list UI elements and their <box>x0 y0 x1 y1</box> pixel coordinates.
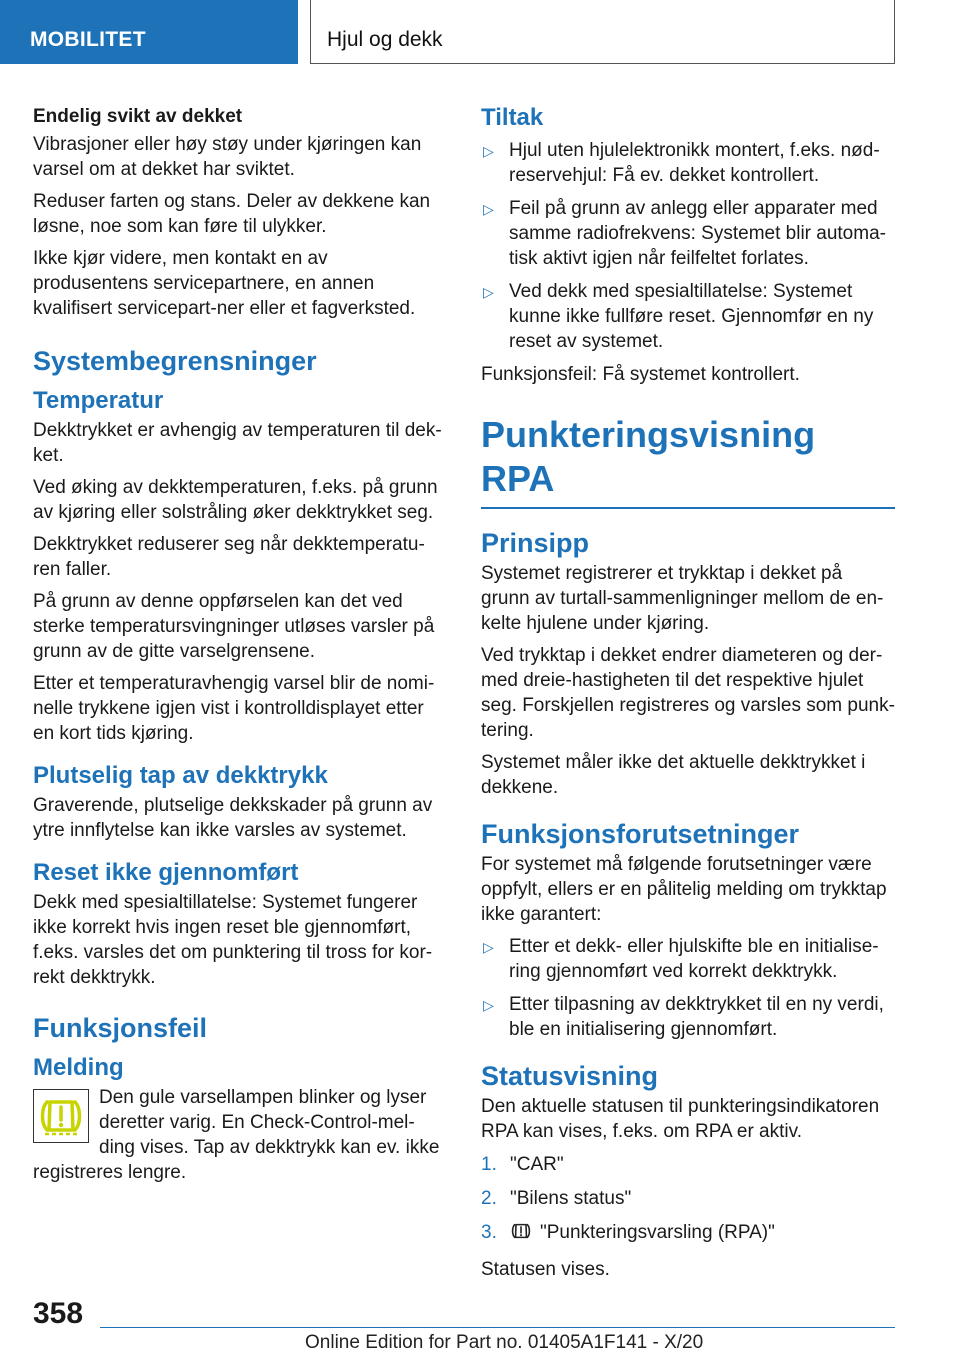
failure-heading: Endelig svikt av dekket <box>33 106 243 127</box>
left-column <box>33 104 447 1185</box>
tire-pressure-warning-icon <box>33 1089 89 1143</box>
paragraph: På grunn av denne oppførselen kan det ved sterke temperatursvingninger utløses varsler på grunn av de gitte varselgrensene. <box>33 591 435 662</box>
triangle-bullet-icon: ▷ <box>483 201 494 217</box>
paragraph: Dekk med spesialtillatelse: Systemet fungerer ikke korrekt hvis ingen reset ble gjennomført, f.eks. varsles det om punktering til tross for kor-rekt dekktrykk. <box>33 892 433 988</box>
list-item: 1. "CAR" <box>481 1154 564 1175</box>
paragraph: Systemet registrerer et trykktap i dekket på grunn av turtall-sammenligninger mellom de en-kelte hjulene under kjøring. <box>481 563 884 634</box>
paragraph: Statusen vises. <box>481 1259 610 1280</box>
malfunction-heading: Funksjonsfeil <box>33 1013 208 1043</box>
section-label: MOBILITET <box>30 28 146 51</box>
message-block <box>33 1085 447 1185</box>
paragraph: Graverende, plutselige dekkskader på grunn av ytre innflytelse kan ikke varsles av systemet. <box>33 795 433 841</box>
paragraph: For systemet må følgende forutsetninger være oppfylt, ellers er en pålitelig melding om trykktap ikke garantert: <box>481 854 887 925</box>
paragraph: Den aktuelle statusen til punkteringsindikatoren RPA kan vises, f.eks. om RPA er aktiv. <box>481 1096 880 1142</box>
list-item: ▷ Ved dekk med spesialtillatelse: Systemet kunne ikke fullføre reset. Gjennomfør en ny reset av systemet. <box>483 281 874 352</box>
triangle-bullet-icon: ▷ <box>483 284 494 300</box>
list-item: ▷ Feil på grunn av anlegg eller apparater med samme radiofrekvens: Systemet blir automa-tisk aktivt igjen når feilfeltet forlates. <box>483 198 886 269</box>
list-item: 3. "Punkteringsvarsling (RPA)" <box>481 1220 895 1248</box>
system-limits-heading: Systembegrensninger <box>33 346 317 376</box>
chapter-title: Hjul og dekk <box>327 28 443 51</box>
requirements-list <box>481 934 895 1042</box>
list-item: 2. "Bilens status" <box>481 1188 632 1209</box>
temperature-heading: Temperatur <box>33 387 164 414</box>
measures-heading: Tiltak <box>481 104 544 131</box>
paragraph: Vibrasjoner eller høy støy under kjøringen kan varsel om at dekket har sviktet. <box>33 134 422 180</box>
chapter-header <box>310 0 895 64</box>
paragraph: Funksjonsfeil: Få systemet kontrollert. <box>481 364 800 385</box>
paragraph: Reduser farten og stans. Deler av dekkene kan løsne, noe som kan føre til ulykker. <box>33 191 431 237</box>
page-number: 358 <box>33 1297 84 1330</box>
message-text: Den gule varsellampen blinker og lyser deretter varig. En Check-Control-mel-ding vises. Tap av dekktrykk kan ev. ikke registreres lengre. <box>33 1087 440 1183</box>
sudden-loss-heading: Plutselig tap av dekktrykk <box>33 762 328 789</box>
reset-heading: Reset ikke gjennomført <box>33 859 299 886</box>
list-item: ▷ Etter et dekk- eller hjulskifte ble en initialise-ring gjennomført ved korrekt dekktrykk. <box>483 936 879 982</box>
paragraph: Ikke kjør videre, men kontakt en av produsentens servicepartnere, en annen kvalifisert servicepart-ner eller et fagverksted. <box>33 248 416 319</box>
paragraph: Ved trykktap i dekket endrer diameteren og der-med dreie-hastigheten til det respektive hjulet seg. Forskjellen registreres og varsles som punk-tering. <box>481 645 895 741</box>
list-item: ▷ Etter tilpasning av dekktrykket til en ny verdi, ble en initialisering gjennomført. <box>483 994 884 1040</box>
triangle-bullet-icon: ▷ <box>483 939 494 955</box>
message-heading: Melding <box>33 1054 124 1081</box>
list-item: ▷ Hjul uten hjulelektronikk montert, f.eks. nød-reservehjul: Få ev. dekket kontrollert. <box>483 140 880 186</box>
tire-pressure-warning-icon <box>510 1221 532 1248</box>
rpa-title: Punkteringsvisning RPA <box>481 413 895 509</box>
measures-list <box>481 138 895 354</box>
edition-footer: Online Edition for Part no. 01405A1F141 - X/20 <box>305 1332 704 1353</box>
paragraph: Ved øking av dekktemperaturen, f.eks. på grunn av kjøring eller solstråling øker dekktrykket seg. <box>33 477 438 523</box>
right-column <box>481 104 895 1289</box>
paragraph: Systemet måler ikke det aktuelle dekktrykket i dekkene. <box>481 752 866 798</box>
status-heading: Statusvisning <box>481 1061 659 1091</box>
principle-heading: Prinsipp <box>481 528 590 558</box>
triangle-bullet-icon: ▷ <box>483 997 494 1013</box>
requirements-heading: Funksjonsforutsetninger <box>481 819 800 849</box>
paragraph: Dekktrykket reduserer seg når dekktemperatu-ren faller. <box>33 534 425 580</box>
paragraph: Dekktrykket er avhengig av temperaturen til dek-ket. <box>33 420 442 466</box>
paragraph: Etter et temperaturavhengig varsel blir de nomi-nelle trykkene igjen vist i kontrolldisplayet etter en kort tids kjøring. <box>33 673 435 744</box>
section-tab <box>0 0 298 64</box>
triangle-bullet-icon: ▷ <box>483 143 494 159</box>
footer-divider <box>100 1327 895 1328</box>
status-steps <box>481 1152 895 1248</box>
